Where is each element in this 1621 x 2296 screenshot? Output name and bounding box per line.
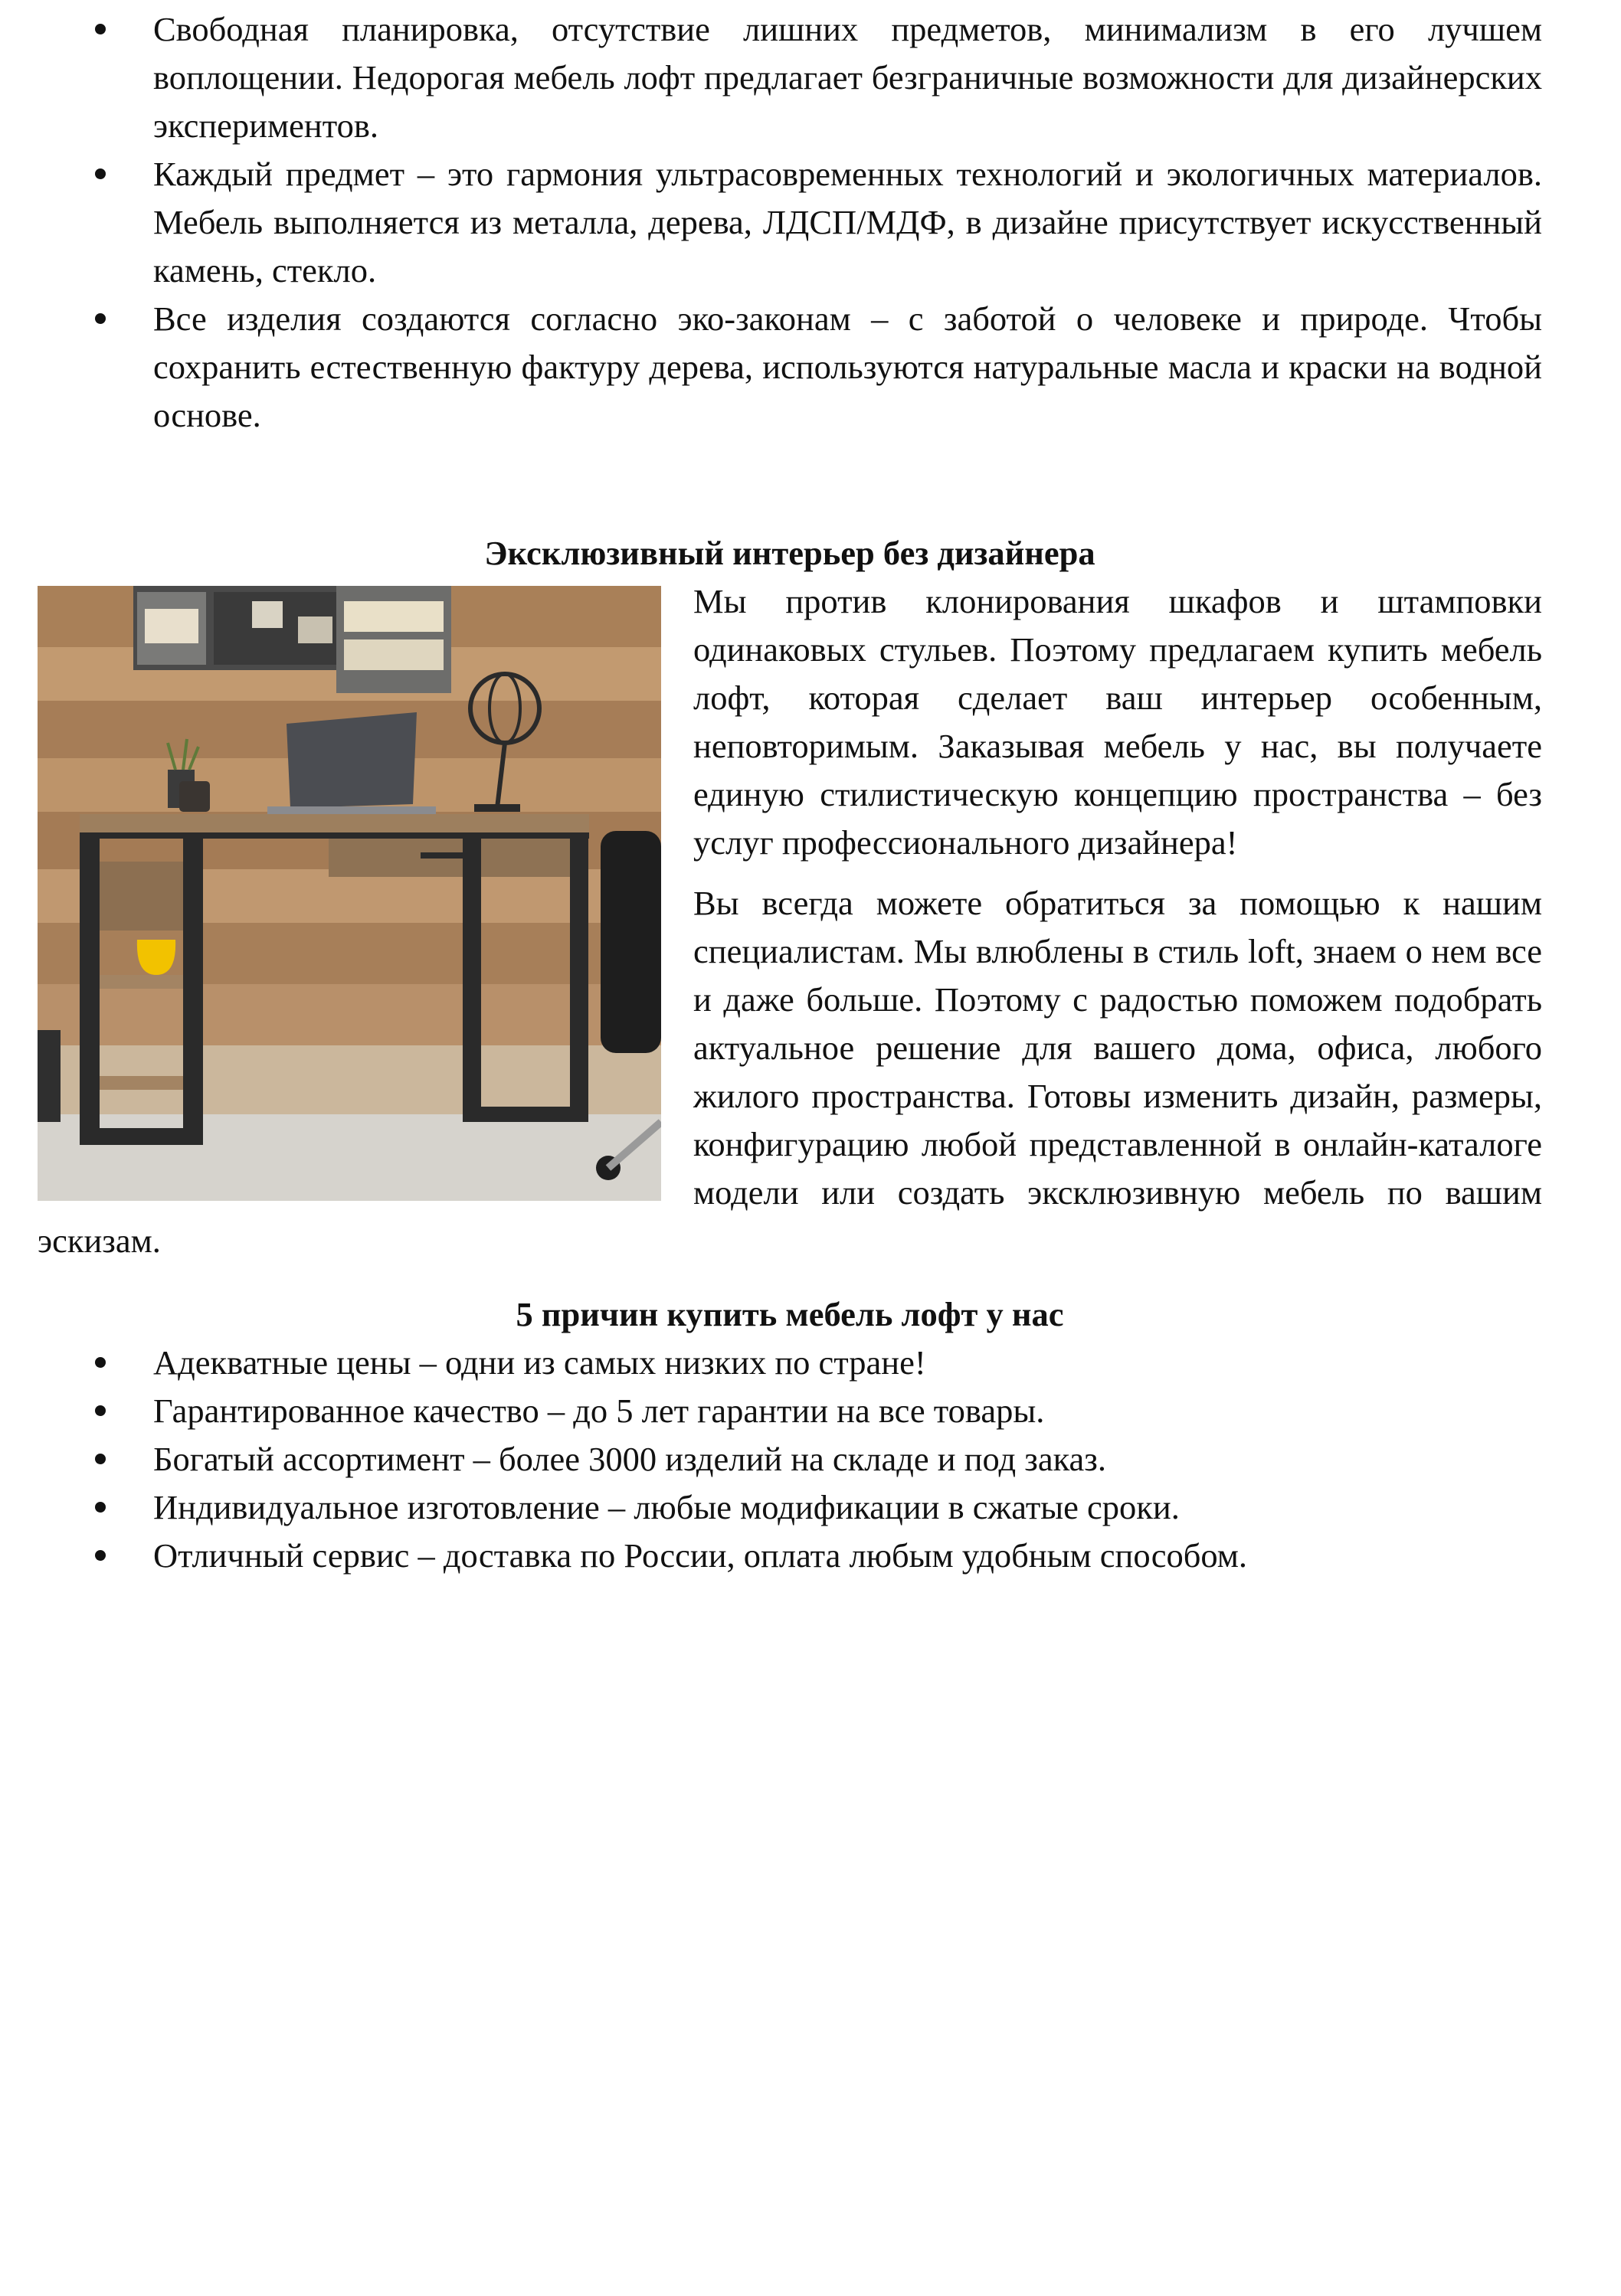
loft-desk-photo [38, 586, 661, 1201]
section1-paragraph-2: Вы всегда можете обратиться за помощью к нашим специалистам. Мы влюблены в стиль loft, знаем о нем все и даже больше. Поэтому с радостью поможем подобрать актуальное решение для вашего дома, офиса, любого жилого пространства. Готовы изменить дизайн, размеры, конфигурацию любой представленной в онлайн-каталоге модели или создать эксклюзивную мебель по вашим эскизам. [38, 884, 1542, 1260]
list-item: Гарантированное качество – до 5 лет гарантии на все товары. [38, 1387, 1542, 1435]
list-item: Все изделия создаются согласно эко-законам – с заботой о человеке и природе. Чтобы сохранить естественную фактуру дерева, используются натуральные масла и краски на водной основе. [38, 295, 1542, 440]
list-item: Отличный сервис – доставка по России, оплата любым удобным способом. [38, 1532, 1542, 1580]
section1-paragraph-1: Мы против клонирования шкафов и штамповки одинаковых стульев. Поэтому предлагаем купить мебель лофт, которая сделает ваш интерьер особенным, неповторимым. Заказывая мебель у нас, вы получаете единую стилистическую концепцию пространства – без услуг профессионального дизайнера! [693, 582, 1542, 862]
list-item: Адекватные цены – одни из самых низких по стране! [38, 1339, 1542, 1387]
list-item: Каждый предмет – это гармония ультрасовременных технологий и экологичных материалов. Мебель выполняется из металла, дерева, ЛДСП/МДФ, в дизайне присутствует искусственный камень, стекло. [38, 150, 1542, 295]
list-item: Индивидуальное изготовление – любые модификации в сжатые сроки. [38, 1483, 1542, 1532]
list-item: Свободная планировка, отсутствие лишних предметов, минимализм в его лучшем воплощении. Недорогая мебель лофт предлагает безграничные возможности для дизайнерских экспериментов. [38, 5, 1542, 150]
document-content [38, 5, 1542, 1580]
intro-bullet-list [38, 5, 1542, 440]
reasons-bullet-list [38, 1339, 1542, 1580]
section-heading-exclusive-interior: Эксклюзивный интерьер без дизайнера [484, 534, 1095, 572]
section-heading-5-reasons: 5 причин купить мебель лофт у нас [516, 1295, 1064, 1333]
list-item: Богатый ассортимент – более 3000 изделий на складе и под заказ. [38, 1435, 1542, 1483]
